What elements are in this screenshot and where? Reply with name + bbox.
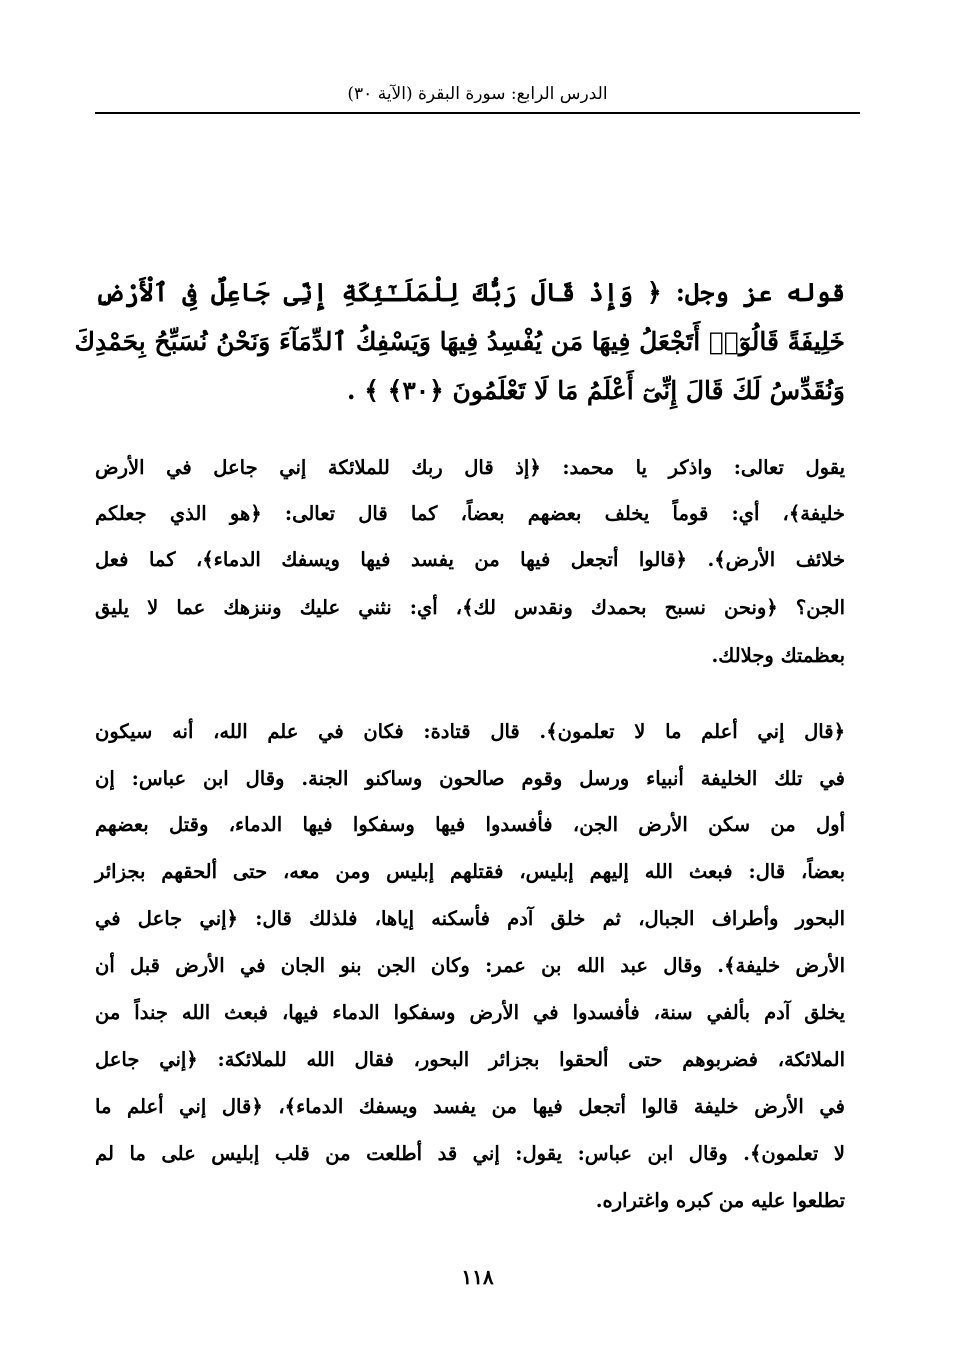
text-line: خلائف الأرض﴾. ﴿قالوا أتجعل فيها من يفسد فيها ويسفك الدماء﴾، كما فعل (95, 548, 845, 571)
text-line: يخلق آدم بألفي سنة، فأفسدوا في الأرض وسفكوا الدماء فيها، فبعث الله جنداً من (95, 1001, 845, 1024)
header-rule (95, 112, 860, 114)
verse-line: قوله عز وجل: ﴿ وَإِذْ قَالَ رَبُّكَ لِلْمَلَـٰٓئِكَةِ إِنِّى جَاعِلٌ فِى ٱلْأَرْضِ (95, 278, 845, 307)
text-line: الأرض خليفة﴾. وقال عبد الله بن عمر: وكان الجن بنو الجان في الأرض قبل أن (95, 954, 845, 977)
text-line: لا تعلمون﴾. وقال ابن عباس: يقول: إني قد أطلعت من قلب إبليس على ما لم (95, 1142, 845, 1165)
text-line: في تلك الخليفة أنبياء ورسل وقوم صالحون وساكنو الجنة. وقال ابن عباس: إن (95, 767, 845, 790)
text-line: بعضاً، قال: فبعث الله إليهم إبليس، فقتلهم إبليس ومن معه، حتى ألحقهم بجزائر (95, 860, 845, 883)
text-line: خليفة﴾، أي: قوماً يخلف بعضهم بعضاً، كما قال تعالى: ﴿هو الذي جعلكم (95, 502, 845, 525)
text-line: الجن؟ ﴿ونحن نسبح بحمدك ونقدس لك﴾، أي: نثني عليك وننزهك عما لا يليق (95, 596, 845, 619)
text-line: أول من سكن الأرض الجن، فأفسدوا فيها وسفكوا فيها الدماء، وقتل بعضهم (95, 813, 845, 836)
text-line: البحور وأطراف الجبال، ثم خلق آدم فأسكنه إياها، فلذلك قال: ﴿إني جاعل في (95, 907, 845, 930)
verse-line: خَلِيفَةً قَالُوٓا۟ أَتَجْعَلُ فِيهَا مَن يُفْسِدُ فِيهَا وَيَسْفِكُ ٱلدِّمَآءَ وَنَحْنُ نُسَبِّحُ بِحَمْدِكَ (74, 327, 845, 356)
text-line: الملائكة، فضربوهم حتى ألحقوا بجزائر البحور، فقال الله للملائكة: ﴿إني جاعل (95, 1048, 845, 1071)
verse-line: وَنُقَدِّسُ لَكَ قَالَ إِنِّىٓ أَعْلَمُ مَا لَا تَعْلَمُونَ ﴿٣٠﴾ ﴾ . (346, 376, 845, 405)
text-line: في الأرض خليفة قالوا أتجعل فيها من يفسد ويسفك الدماء﴾، ﴿قال إني أعلم ما (95, 1095, 845, 1118)
page-number: ١١٨ (461, 1265, 494, 1289)
running-header: الدرس الرابع: سورة البقرة (الآية ٣٠) (347, 84, 608, 104)
text-line: بعظمتك وجلالك. (711, 644, 845, 667)
text-line: ﴿قال إني أعلم ما لا تعلمون﴾. قال قتادة: فكان في علم الله، أنه سيكون (95, 720, 845, 743)
text-line: تطلعوا عليه من كبره واغتراره. (595, 1189, 845, 1212)
text-line: يقول تعالى: واذكر يا محمد: ﴿إذ قال ربك للملائكة إني جاعل في الأرض (95, 456, 845, 479)
